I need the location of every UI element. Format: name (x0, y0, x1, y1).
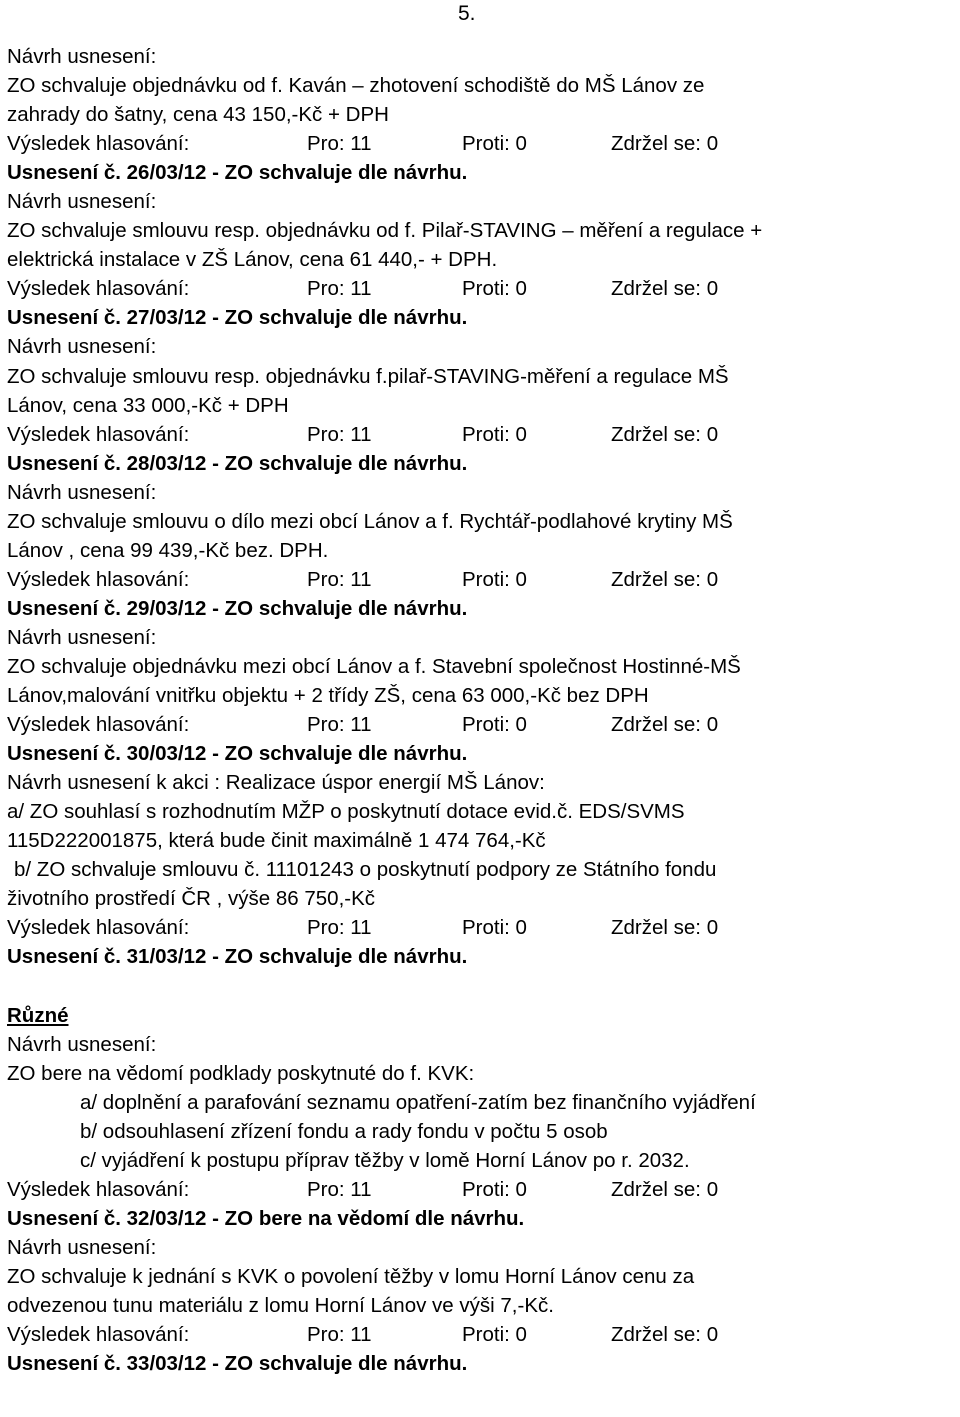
proposal-text: zahrady do šatny, cena 43 150,-Kč + DPH (7, 103, 389, 127)
resolution-result: Usnesení č. 26/03/12 - ZO schvaluje dle návrhu. (7, 161, 468, 185)
proposal-label: Návrh usnesení k akci : Realizace úspor energií MŠ Lánov: (7, 771, 545, 795)
proposal-label: Návrh usnesení: (7, 335, 157, 359)
vote-abstain: Zdržel se: 0 (611, 1323, 719, 1347)
meeting-minutes (7, 42, 955, 1378)
resolution-result: Usnesení č. 29/03/12 - ZO schvaluje dle návrhu. (7, 596, 468, 620)
vote-for: Pro: 11 (307, 713, 372, 737)
proposal-label: Návrh usnesení: (7, 45, 157, 68)
vote-abstain: Zdržel se: 0 (611, 567, 719, 591)
proposal-label: Návrh usnesení: (7, 480, 157, 504)
list-item: b/ odsouhlasení zřízení fondu a rady fondu v počtu 5 osob (80, 1119, 608, 1143)
proposal-text: ZO schvaluje k jednání s KVK o povolení těžby v lomu Horní Lánov cenu za (7, 1264, 695, 1288)
vote-result-line (7, 913, 955, 942)
proposal-text: životního prostředí ČR , výše 86 750,-Kč (7, 887, 376, 911)
vote-result-line (7, 1175, 955, 1204)
vote-against: Proti: 0 (462, 713, 527, 737)
vote-result-line (7, 565, 955, 594)
vote-abstain: Zdržel se: 0 (611, 277, 719, 301)
vote-result-line (7, 420, 955, 449)
vote-against: Proti: 0 (462, 1323, 527, 1347)
vote-abstain: Zdržel se: 0 (611, 422, 719, 446)
proposal-text: ZO schvaluje smlouvu resp. objednávku od f. Pilař-STAVING – měření a regulace + (7, 219, 763, 243)
proposal-text: 115D222001875, která bude činit maximálně 1 474 764,-Kč (7, 829, 546, 853)
vote-result-line (7, 129, 955, 158)
vote-label: Výsledek hlasování: (7, 916, 190, 940)
proposal-label: Návrh usnesení: (7, 1235, 157, 1259)
proposal-text: a/ ZO souhlasí s rozhodnutím MŽP o poskytnutí dotace evid.č. EDS/SVMS (7, 800, 685, 824)
vote-abstain: Zdržel se: 0 (611, 132, 719, 156)
proposal-label: Návrh usnesení: (7, 1032, 157, 1056)
vote-for: Pro: 11 (307, 1323, 372, 1347)
resolution-result: Usnesení č. 27/03/12 - ZO schvaluje dle návrhu. (7, 306, 468, 330)
proposal-text: ZO bere na vědomí podklady poskytnuté do f. KVK: (7, 1061, 475, 1085)
proposal-text: ZO schvaluje objednávku mezi obcí Lánov a f. Stavební společnost Hostinné-MŠ (7, 654, 741, 678)
vote-for: Pro: 11 (307, 422, 372, 446)
vote-result-line (7, 274, 955, 303)
vote-label: Výsledek hlasování: (7, 1177, 190, 1201)
vote-label: Výsledek hlasování: (7, 132, 190, 156)
vote-against: Proti: 0 (462, 277, 527, 301)
proposal-label: Návrh usnesení: (7, 625, 157, 649)
resolution-result: Usnesení č. 28/03/12 - ZO schvaluje dle návrhu. (7, 451, 468, 475)
proposal-text: b/ ZO schvaluje smlouvu č. 11101243 o poskytnutí podpory ze Státního fondu (14, 858, 717, 882)
vote-against: Proti: 0 (462, 1177, 527, 1201)
list-item: c/ vyjádření k postupu příprav těžby v lomě Horní Lánov po r. 2032. (80, 1148, 690, 1172)
proposal-label: Návrh usnesení: (7, 190, 157, 214)
proposal-text: elektrická instalace v ZŠ Lánov, cena 61 440,- + DPH. (7, 248, 498, 272)
resolution-result: Usnesení č. 30/03/12 - ZO schvaluje dle návrhu. (7, 742, 468, 766)
proposal-text: ZO schvaluje smlouvu o dílo mezi obcí Lánov a f. Rychtář-podlahové krytiny MŠ (7, 509, 733, 533)
vote-label: Výsledek hlasování: (7, 1323, 190, 1347)
vote-against: Proti: 0 (462, 422, 527, 446)
vote-label: Výsledek hlasování: (7, 277, 190, 301)
spacer (7, 972, 955, 1001)
vote-label: Výsledek hlasování: (7, 567, 190, 591)
vote-label: Výsledek hlasování: (7, 713, 190, 737)
proposal-text: Lánov , cena 99 439,-Kč bez. DPH. (7, 538, 329, 562)
vote-abstain: Zdržel se: 0 (611, 1177, 719, 1201)
proposal-text: ZO schvaluje smlouvu resp. objednávku f.pilař-STAVING-měření a regulace MŠ (7, 364, 729, 388)
vote-result-line (7, 1320, 955, 1349)
resolution-result: Usnesení č. 33/03/12 - ZO schvaluje dle návrhu. (7, 1352, 468, 1376)
vote-for: Pro: 11 (307, 132, 372, 156)
proposal-text: Lánov,malování vnitřku objektu + 2 třídy ZŠ, cena 63 000,-Kč bez DPH (7, 684, 649, 708)
proposal-text: odvezenou tunu materiálu z lomu Horní Lánov ve výši 7,-Kč. (7, 1293, 554, 1317)
vote-label: Výsledek hlasování: (7, 422, 190, 446)
vote-for: Pro: 11 (307, 916, 372, 940)
vote-abstain: Zdržel se: 0 (611, 916, 719, 940)
vote-for: Pro: 11 (307, 1177, 372, 1201)
vote-abstain: Zdržel se: 0 (611, 713, 719, 737)
list-item: a/ doplnění a parafování seznamu opatření-zatím bez finančního vyjádření (80, 1090, 756, 1114)
proposal-text: ZO schvaluje objednávku od f. Kaván – zhotovení schodiště do MŠ Lánov ze (7, 74, 705, 98)
vote-for: Pro: 11 (307, 567, 372, 591)
vote-result-line (7, 710, 955, 739)
vote-against: Proti: 0 (462, 132, 527, 156)
vote-against: Proti: 0 (462, 916, 527, 940)
resolution-result: Usnesení č. 32/03/12 - ZO bere na vědomí dle návrhu. (7, 1206, 525, 1230)
proposal-text: Lánov, cena 33 000,-Kč + DPH (7, 393, 289, 417)
section-heading: Různé (7, 1003, 69, 1027)
vote-against: Proti: 0 (462, 567, 527, 591)
vote-for: Pro: 11 (307, 277, 372, 301)
resolution-result: Usnesení č. 31/03/12 - ZO schvaluje dle návrhu. (7, 945, 468, 969)
page-number: 5. (458, 2, 476, 25)
